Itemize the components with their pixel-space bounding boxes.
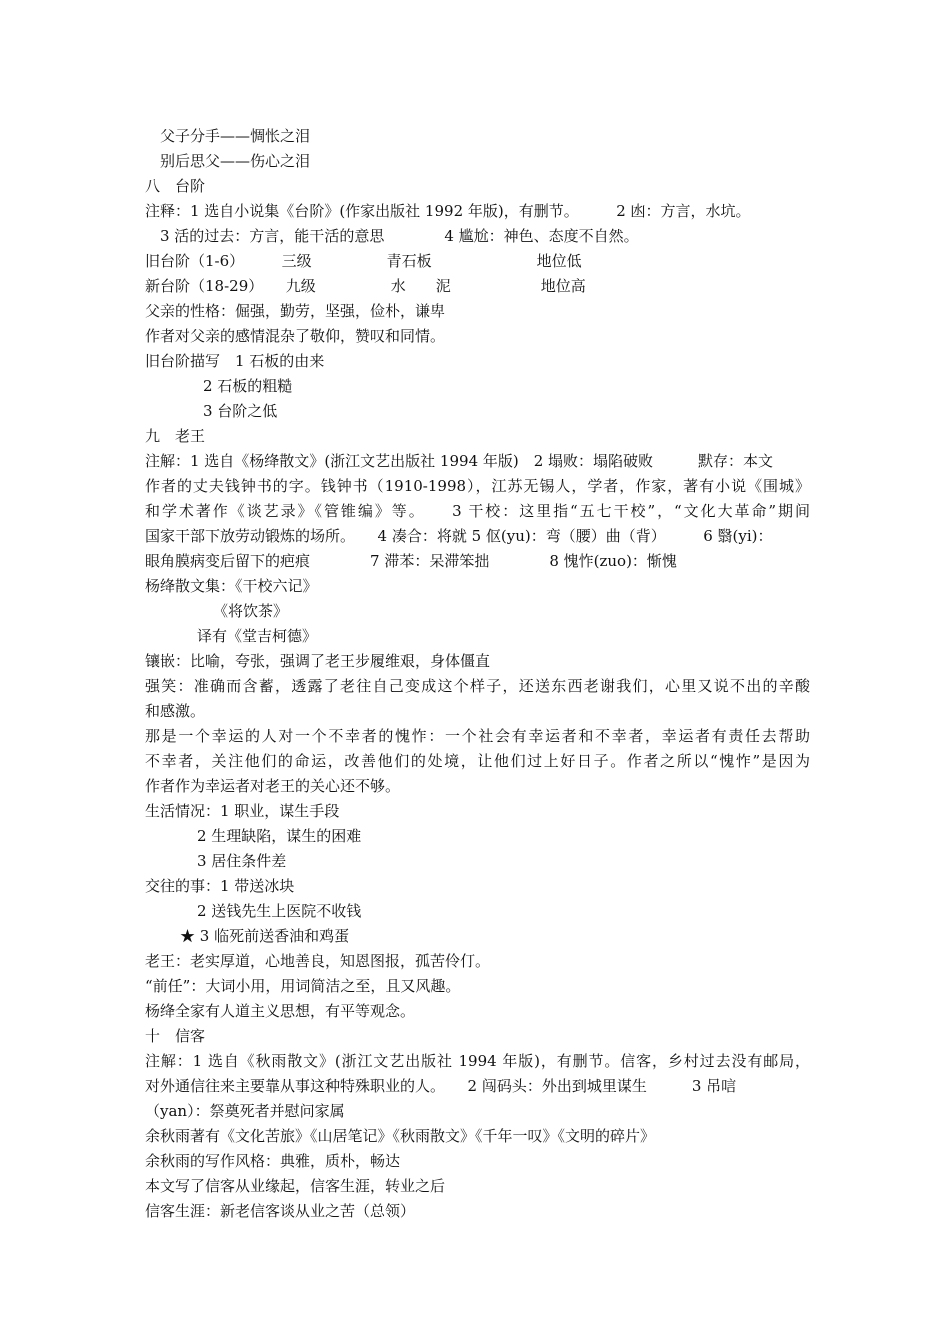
text-line: “前任”：大词小用，用词简洁之至，且又风趣。	[145, 977, 461, 995]
text-line: 别后思父——伤心之泪	[160, 152, 311, 170]
section-heading: 八 台阶	[145, 177, 206, 195]
text-line: 余秋雨著有《文化苦旅》《山居笔记》《秋雨散文》《千年一叹》《文明的碎片》	[145, 1127, 656, 1145]
text-line: 2 送钱先生上医院不收钱	[197, 902, 362, 920]
text-line: 强笑：准确而含蓄，透露了老往自己变成这个样子，还送东西老谢我们，心里又说不出的辛酸	[145, 677, 810, 695]
text-line: 注解：1 选自《杨绛散文》(浙江文艺出版社 1994 年版) 2 塌败：塌陷破败 默存：本文	[145, 452, 774, 470]
text-line: 旧台阶描写 1 石板的由来	[145, 352, 325, 370]
text-line: 杨绛散文集：《干校六记》	[145, 577, 318, 595]
text-line: 生活情况：1 职业，谋生手段	[145, 802, 340, 820]
text-line: 和感激。	[145, 702, 206, 720]
text-line: 作者对父亲的感情混杂了敬仰，赞叹和同情。	[145, 327, 446, 345]
text-line: 新台阶（18-29） 九级 水 泥 地位高	[145, 277, 586, 295]
text-line: 父亲的性格：倔强，勤劳，坚强，俭朴，谦卑	[145, 302, 446, 320]
section-heading: 九 老王	[145, 427, 206, 445]
text-line: 父子分手——惆怅之泪	[160, 127, 311, 145]
text-line: 镶嵌：比喻，夸张，强调了老王步履维艰，身体僵直	[145, 652, 491, 670]
section-heading: 十 信客	[145, 1027, 206, 1045]
text-line: 注释：1 选自小说集《台阶》(作家出版社 1992 年版)，有删节。 2 凼：方言，水坑。	[145, 202, 751, 220]
text-line: （yan）：祭奠死者并慰问家属	[145, 1102, 345, 1120]
text-line: 交往的事：1 带送冰块	[145, 877, 295, 895]
text-line: 那是一个幸运的人对一个不幸者的愧怍：一个社会有幸运者和不幸者，幸运者有责任去帮助	[145, 727, 810, 745]
text-line: 译有《堂吉柯德》	[197, 627, 318, 645]
text-line: 杨绛全家有人道主义思想，有平等观念。	[145, 1002, 416, 1020]
text-line: 3 活的过去：方言，能干活的意思 4 尴尬：神色、态度不自然。	[160, 227, 639, 245]
text-line: 对外通信往来主要靠从事这种特殊职业的人。 2 闯码头：外出到城里谋生 3 吊唁	[145, 1077, 737, 1095]
text-line: ★ 3 临死前送香油和鸡蛋	[180, 927, 350, 945]
text-line: 《将饮茶》	[213, 602, 289, 620]
text-line: 信客生涯：新老信客谈从业之苦（总领）	[145, 1202, 416, 1220]
text-line: 不幸者，关注他们的命运，改善他们的处境，让他们过上好日子。作者之所以“愧怍”是因为	[145, 752, 810, 770]
text-line: 余秋雨的写作风格：典雅，质朴，畅达	[145, 1152, 401, 1170]
text-line: 作者的丈夫钱钟书的字。钱钟书（1910-1998），江苏无锡人，学者，作家，著有小说《围城》	[145, 477, 810, 495]
text-line: 3 居住条件差	[197, 852, 287, 870]
text-line: 3 台阶之低	[203, 402, 278, 420]
text-line: 2 石板的粗糙	[203, 377, 293, 395]
text-line: 眼角膜病变后留下的疤痕 7 滞苯：呆滞笨拙 8 愧怍(zuo)：惭愧	[145, 552, 677, 570]
text-line: 本文写了信客从业缘起，信客生涯，转业之后	[145, 1177, 446, 1195]
text-line: 2 生理缺陷，谋生的困难	[197, 827, 362, 845]
text-line: 国家干部下放劳动锻炼的场所。 4 凑合：将就 5 伛(yu)：弯（腰）曲（背） 6 翳(yi)：	[145, 527, 773, 545]
text-line: 注解：1 选自《秋雨散文》(浙江文艺出版社 1994 年版)，有删节。信客，乡村过去没有邮局，	[145, 1052, 810, 1070]
text-line: 老王：老实厚道，心地善良，知恩图报，孤苦伶仃。	[145, 952, 491, 970]
text-line: 和学术著作《谈艺录》《管锥编》等。 3 干校：这里指“五七干校”，“文化大革命”期间	[145, 502, 810, 520]
text-line: 作者作为幸运者对老王的关心还不够。	[145, 777, 401, 795]
text-line: 旧台阶（1-6） 三级 青石板 地位低	[145, 252, 582, 270]
